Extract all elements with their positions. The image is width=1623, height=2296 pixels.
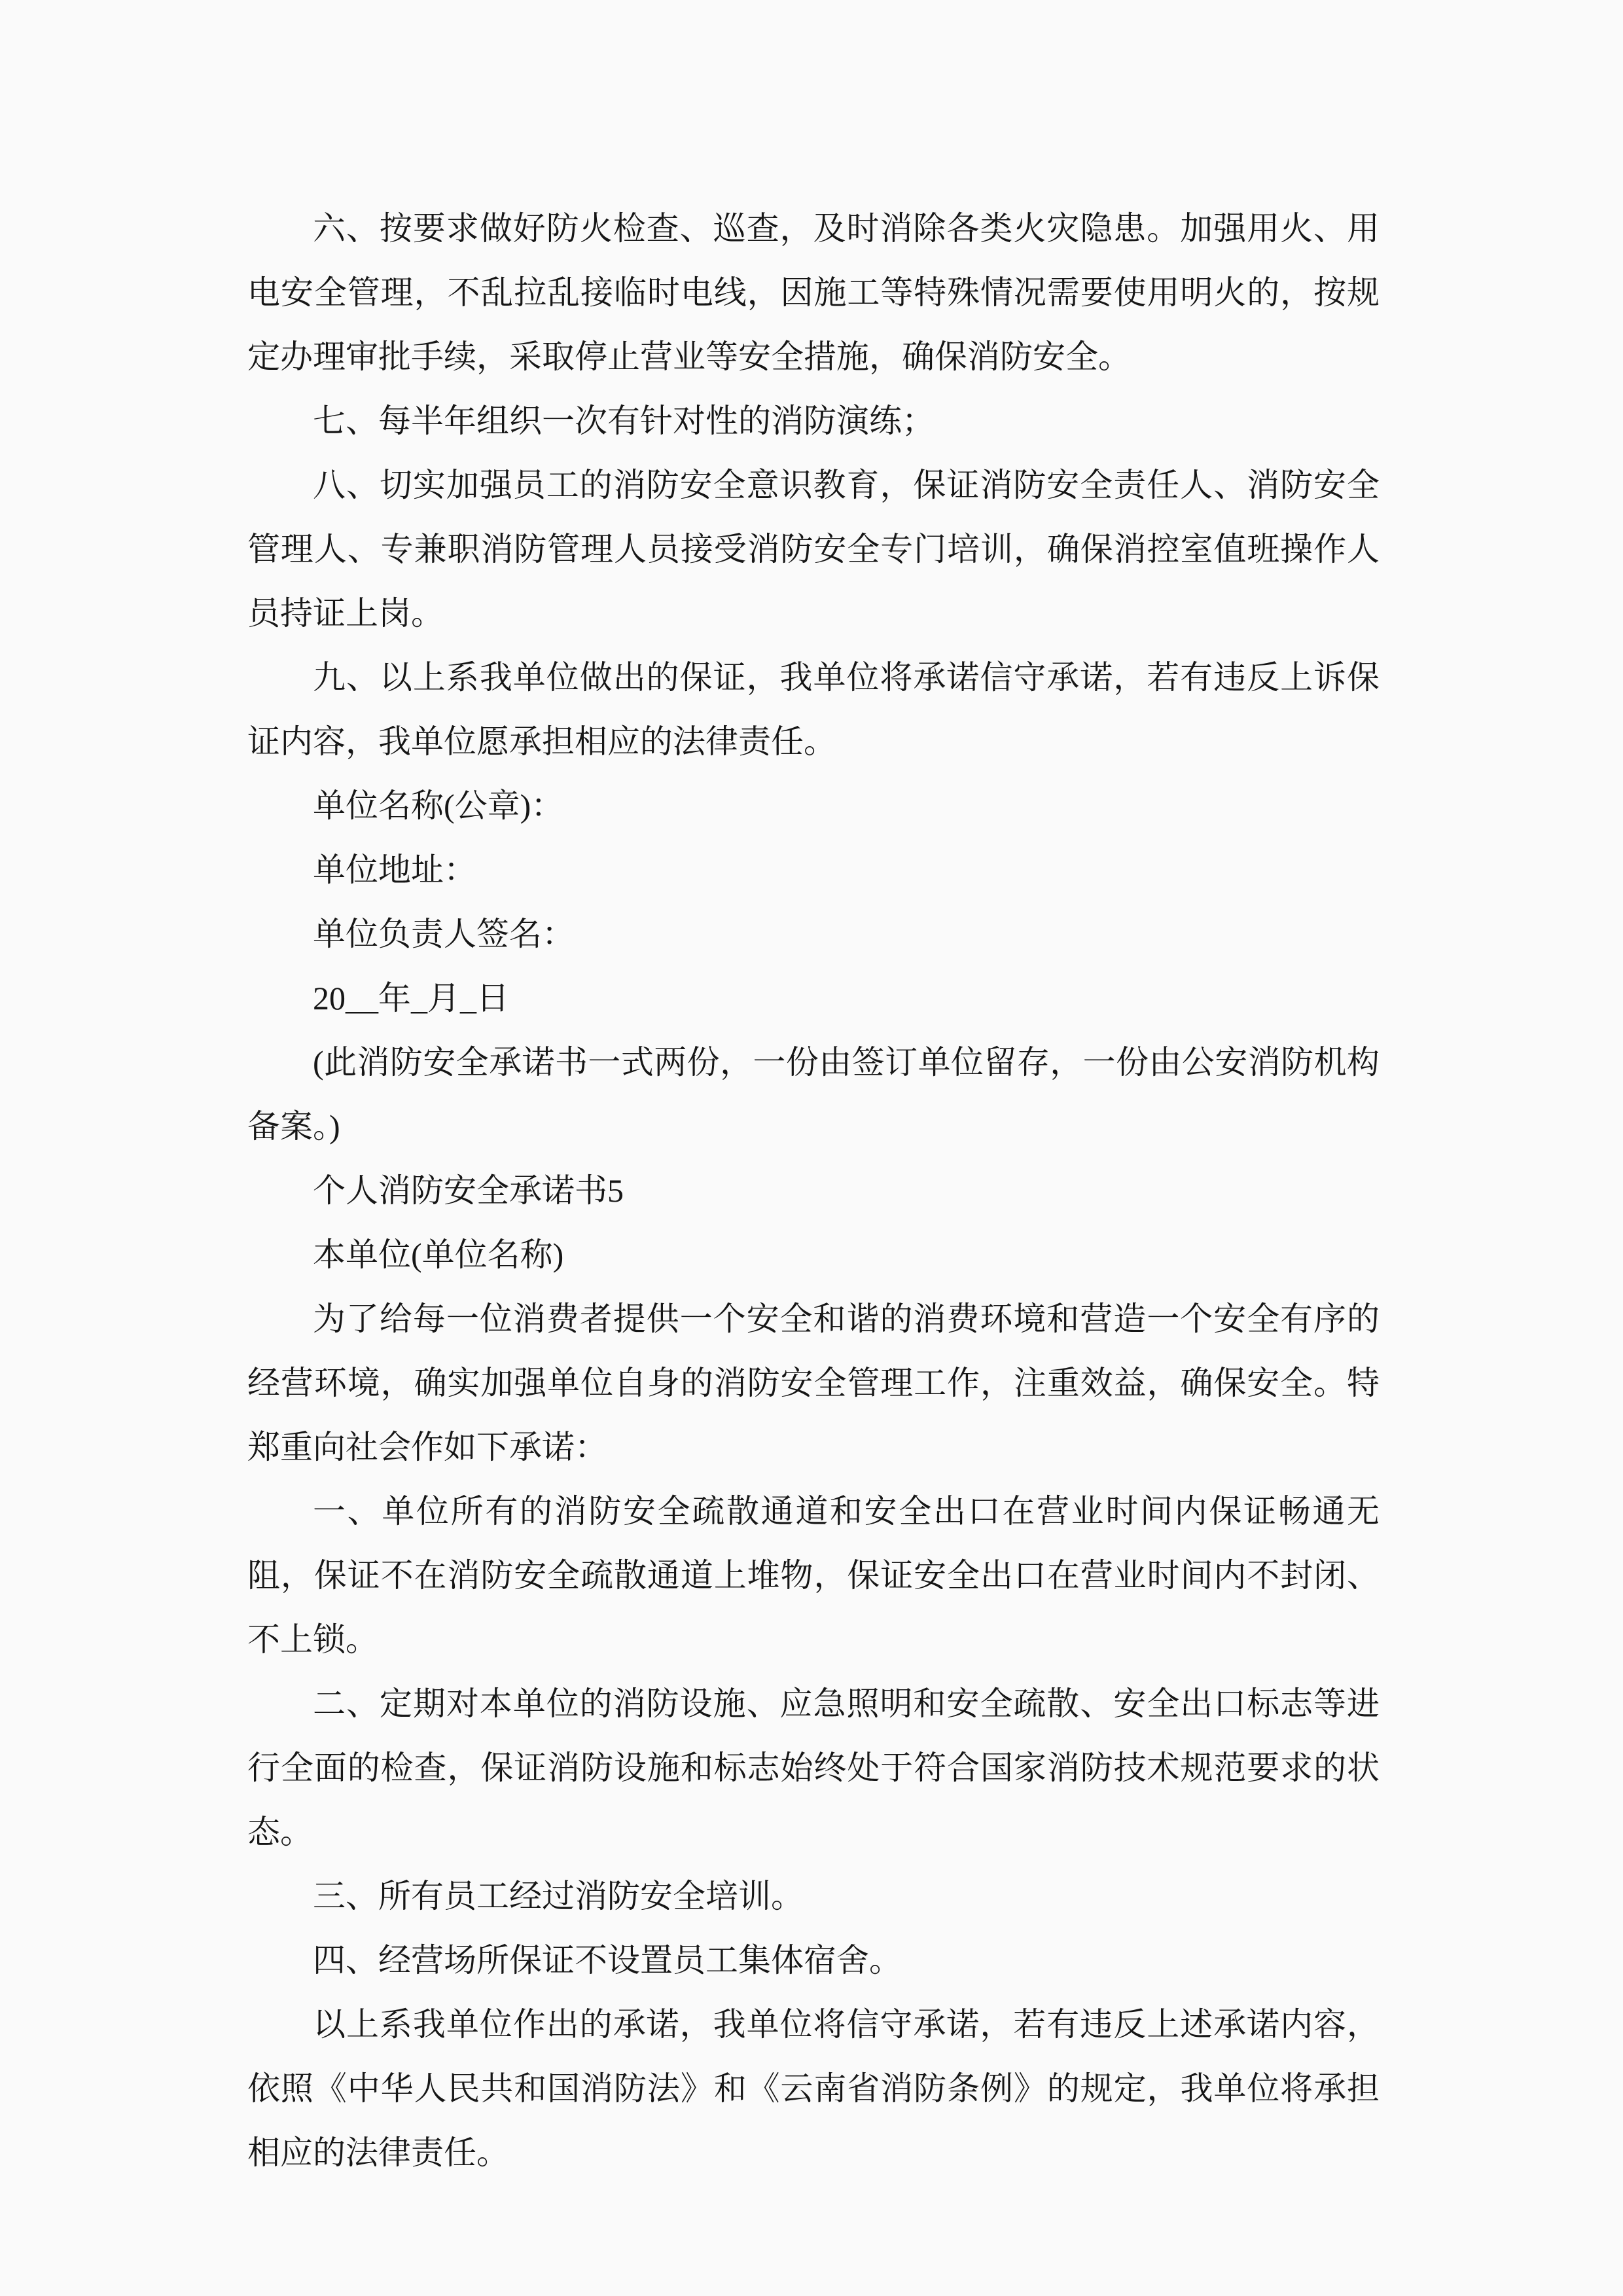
- paragraph: 个人消防安全承诺书5: [313, 1172, 624, 1209]
- paragraph: 七、每半年组织一次有针对性的消防演练；: [313, 403, 935, 439]
- paragraph: 20__年_月_日: [313, 980, 509, 1016]
- paragraph: 四、经营场所保证不设置员工集体宿舍。: [313, 1942, 902, 1979]
- paragraph: 为了给每一位消费者提供一个安全和谐的消费环境和营造一个安全有序的经营环境，确实加强单位自身的消防安全管理工作，注重效益，确保安全。特郑重向社会作如下承诺：: [247, 1300, 1380, 1465]
- paragraph: 六、按要求做好防火检查、巡查，及时消除各类火灾隐患。加强用火、用电安全管理，不乱拉乱接临时电线，因施工等特殊情况需要使用明火的，按规定办理审批手续，采取停止营业等安全措施，确保消防安全。: [247, 210, 1380, 375]
- paragraph: 一、单位所有的消防安全疏散通道和安全出口在营业时间内保证畅通无阻，保证不在消防安全疏散通道上堆物，保证安全出口在营业时间内不封闭、不上锁。: [247, 1493, 1380, 1658]
- paragraph: 单位名称(公章)：: [313, 787, 564, 824]
- paragraph: 本单位(单位名称): [313, 1236, 564, 1273]
- paragraph: 单位负责人签名：: [313, 916, 575, 952]
- paragraph: 二、定期对本单位的消防设施、应急照明和安全疏散、安全出口标志等进行全面的检查，保证消防设施和标志始终处于符合国家消防技术规范要求的状态。: [247, 1685, 1380, 1850]
- paragraph: 九、以上系我单位做出的保证，我单位将承诺信守承诺，若有违反上诉保证内容，我单位愿承担相应的法律责任。: [247, 659, 1380, 760]
- paragraph: (此消防安全承诺书一式两份，一份由签订单位留存，一份由公安消防机构备案。): [247, 1044, 1380, 1145]
- paragraph: 单位地址：: [313, 852, 476, 888]
- paragraph: 八、切实加强员工的消防安全意识教育，保证消防安全责任人、消防安全管理人、专兼职消防管理人员接受消防安全专门培训，确保消控室值班操作人员持证上岗。: [247, 467, 1380, 632]
- paragraph: 以上系我单位作出的承诺，我单位将信守承诺，若有违反上述承诺内容，依照《中华人民共和国消防法》和《云南省消防条例》的规定，我单位将承担相应的法律责任。: [247, 2006, 1380, 2171]
- paragraph: 三、所有员工经过消防安全培训。: [313, 1878, 804, 1914]
